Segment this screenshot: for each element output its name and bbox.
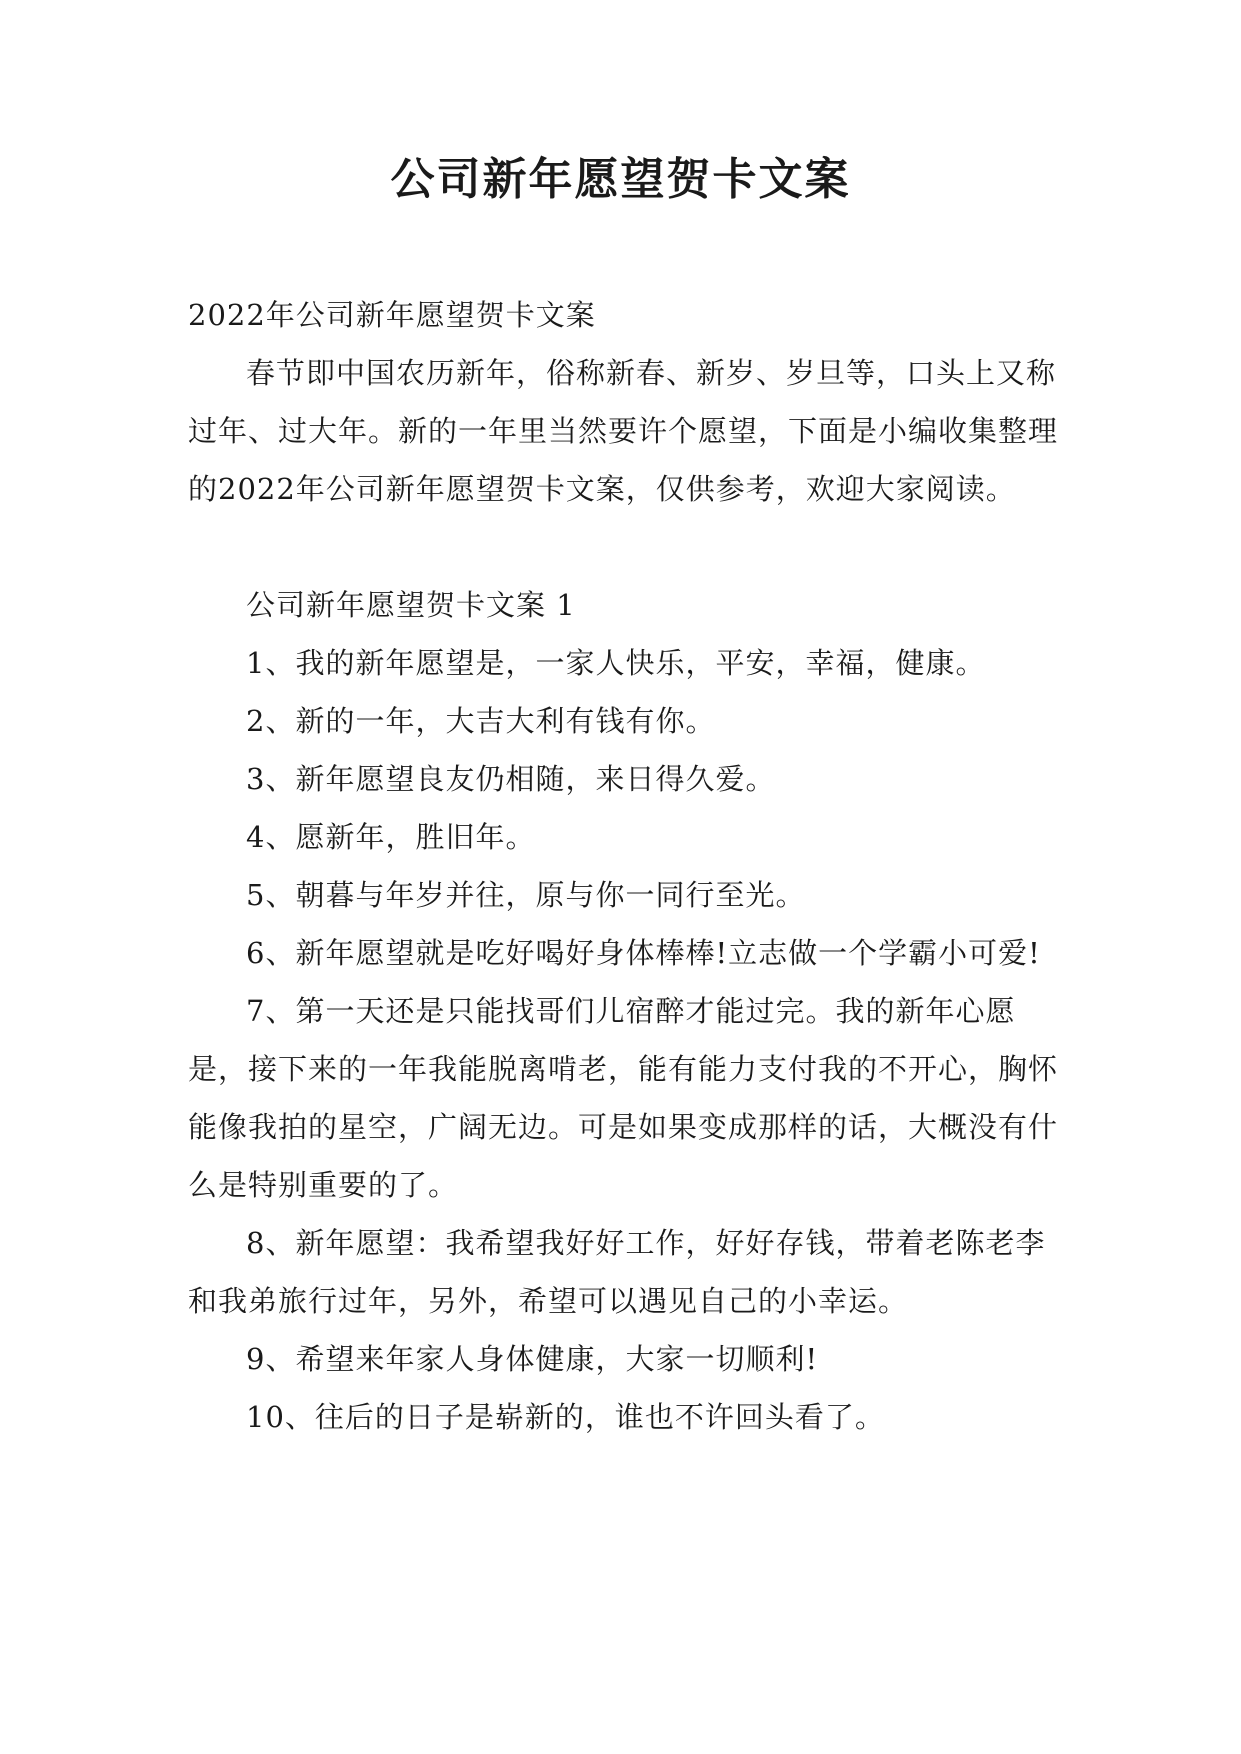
document-subtitle: 2022年公司新年愿望贺卡文案 xyxy=(188,298,596,332)
wish-item-1: 1、我的新年愿望是，一家人快乐，平安，幸福，健康。 xyxy=(246,646,986,680)
wish-item-6: 6、新年愿望就是吃好喝好身体棒棒!立志做一个学霸小可爱! xyxy=(246,936,1041,970)
wish-item-8: 8、新年愿望：我希望我好好工作，好好存钱，带着老陈老李和我弟旅行过年，另外，希望可以遇见自己的小幸运。 xyxy=(188,1226,1046,1318)
document-title: 公司新年愿望贺卡文案 xyxy=(390,154,851,205)
intro-paragraph: 春节即中国农历新年，俗称新春、新岁、岁旦等，口头上又称过年、过大年。新的一年里当然要许个愿望，下面是小编收集整理的2022年公司新年愿望贺卡文案，仅供参考，欢迎大家阅读。 xyxy=(188,356,1059,506)
wish-item-2: 2、新的一年，大吉大利有钱有你。 xyxy=(246,704,716,738)
wish-item-5: 5、朝暮与年岁并往，原与你一同行至光。 xyxy=(246,878,806,912)
paragraph-spacer xyxy=(188,518,1058,576)
wish-item-7: 7、第一天还是只能找哥们儿宿醉才能过完。我的新年心愿是，接下来的一年我能脱离啃老，能有能力支付我的不开心，胸怀能像我拍的星空，广阔无边。可是如果变成那样的话，大概没有什么是特别重要的了。 xyxy=(188,994,1059,1202)
wish-item-10: 10、往后的日子是崭新的，谁也不许回头看了。 xyxy=(246,1400,885,1434)
wish-item-3: 3、新年愿望良友仍相随，来日得久爱。 xyxy=(246,762,776,796)
document-body xyxy=(188,286,1058,1446)
section-heading: 公司新年愿望贺卡文案 1 xyxy=(246,588,576,622)
wish-item-9: 9、希望来年家人身体健康，大家一切顺利! xyxy=(246,1342,819,1376)
wish-item-4: 4、愿新年，胜旧年。 xyxy=(246,820,536,854)
